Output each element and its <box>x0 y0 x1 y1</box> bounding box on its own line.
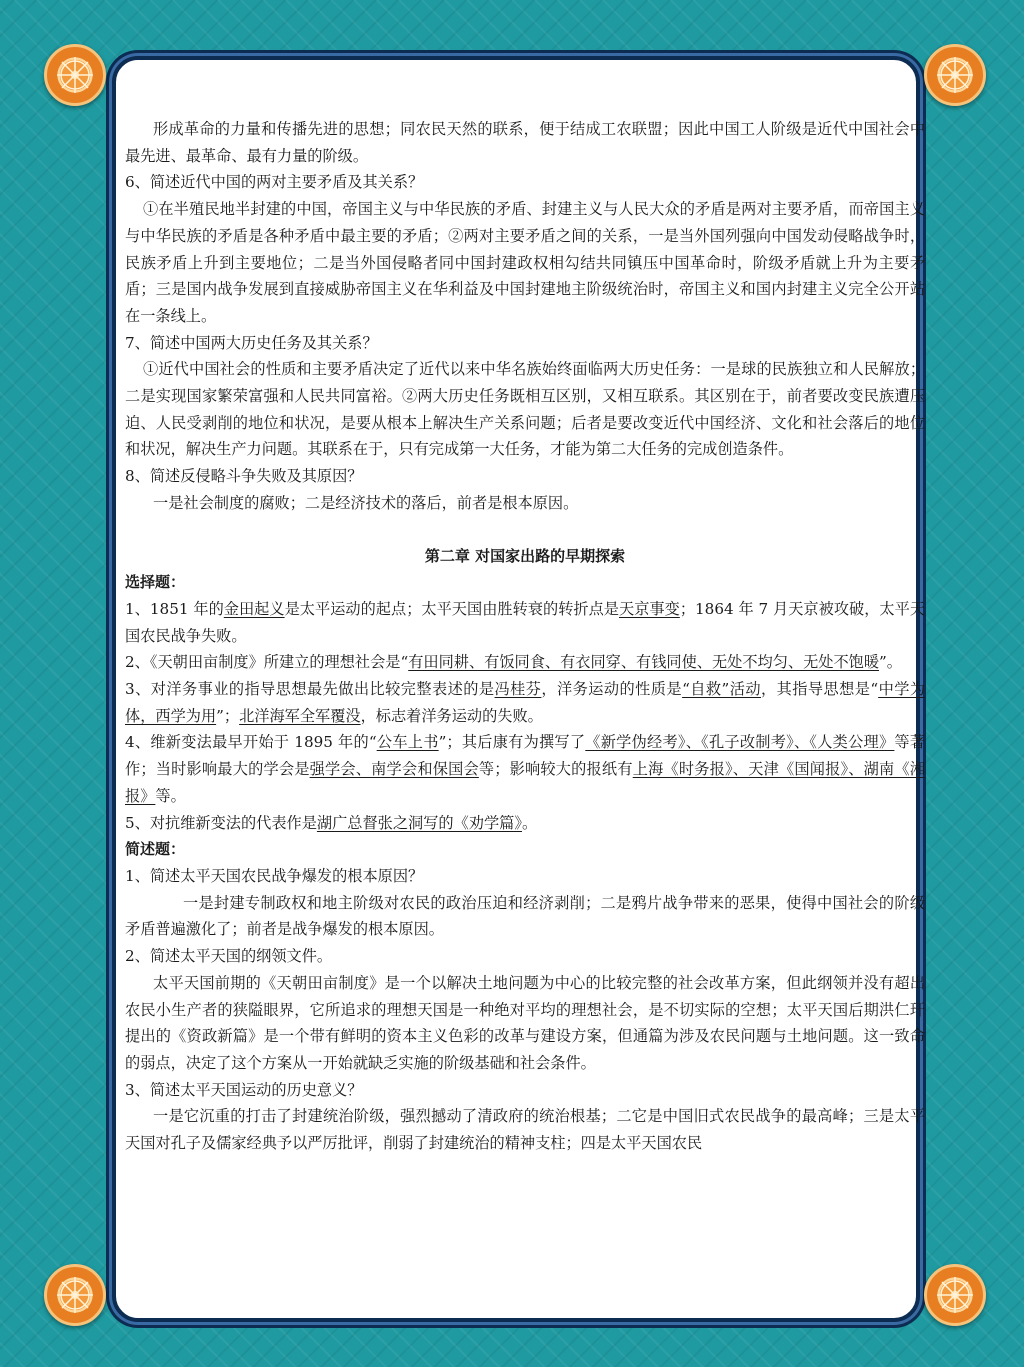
question: 2、简述太平天国的纲领文件。 <box>125 947 333 966</box>
section-heading-choice: 选择题： <box>125 573 186 592</box>
choice-item-3 <box>125 676 925 729</box>
text: ，洋务运动的性质是 <box>541 680 683 699</box>
text: 等著作；当时影响最大的学会是 <box>125 733 926 779</box>
key-answer: 天京事变 <box>619 599 680 618</box>
answer: 一是封建专制政权和地主阶级对农民的政治压迫和经济剥削；二是鸦片战争带来的恶果，使得中国社会的阶级矛盾普遍激化了；前者是战争爆发的根本原因。 <box>125 893 925 939</box>
answer: ①近代中国社会的性质和主要矛盾决定了近代以来中华名族始终面临两大历史任务：一是球的民族独立和人民解放；二是实现国家繁荣富强和人民共同富裕。②两大历史任务既相互区别，又相互联系。其区别在于，前者要改变民族遭压迫、人民受剥削的地位和状况，是要从根本上解决生产关系问题；后者是要改变近代中国经济、文化和社会落后的地位和状况，解决生产力问题。其联系在于，只有完成第一大任务，才能为第二大任务的完成创造条件。 <box>125 360 925 459</box>
text: ，标志着洋务运动的失败。 <box>360 706 543 725</box>
key-answer: 中学为体，西学为用 <box>125 680 926 725</box>
question: 6、简述近代中国的两对主要矛盾及其关系？ <box>125 173 424 192</box>
key-answer: 北洋海军全军覆没 <box>239 706 361 725</box>
choice-item-1 <box>125 596 925 649</box>
question: 1、简述太平天国农民战争爆发的根本原因？ <box>125 866 424 885</box>
text: 5、对抗维新变法的代表作是 <box>125 813 317 832</box>
paragraph: 形成革命的力量和传播先进的思想；同农民天然的联系，便于结成工农联盟；因此中国工人阶级是近代中国社会中最先进、最革命、最有力量的阶级。 <box>125 120 925 165</box>
key-answer: 金田起义 <box>223 599 285 618</box>
compass-medallion-icon <box>924 44 986 106</box>
text: 。 <box>521 813 538 832</box>
chapter-title: 第二章 对国家出路的早期探索 <box>424 546 626 565</box>
key-answer: 冯桂芬 <box>494 680 542 699</box>
key-answer: 《新学伪经考》、《孔子改制考》、《人类公理》 <box>585 733 895 752</box>
text: ；1864 年 7 月天京被攻破，太平天国农民战争失败。 <box>125 599 926 645</box>
key-answer: 湖广总督张之洞写的《劝学篇》 <box>316 813 522 832</box>
compass-medallion-icon <box>44 1264 106 1326</box>
text: 1、1851 年的 <box>125 599 224 618</box>
answer: 一是它沉重的打击了封建统治阶级，强烈撼动了清政府的统治根基；二它是中国旧式农民战争的最高峰；三是太平天国对孔子及儒家经典予以严厉批评，削弱了封建统治的精神支柱；四是太平天国农民 <box>125 1107 925 1153</box>
question: 7、简述中国两大历史任务及其关系？ <box>125 333 378 352</box>
compass-medallion-icon <box>44 44 106 106</box>
key-answer: “自救”活动 <box>682 680 761 699</box>
key-answer: 公车上书 <box>376 733 439 752</box>
text: ”。 <box>879 653 902 672</box>
text: 2、《天朝田亩制度》所建立的理想社会是“ <box>125 653 409 672</box>
answer: 一是社会制度的腐败；二是经济技术的落后，前者是根本原因。 <box>153 493 579 512</box>
text: 3、对洋务事业的指导思想最先做出比较完整表述的是 <box>125 680 495 699</box>
text: ”；其后康有为撰写了 <box>438 733 586 752</box>
section-heading-short: 简述题： <box>125 840 186 859</box>
text: ，其指导思想是“ <box>761 680 879 699</box>
question: 3、简述太平天国运动的历史意义？ <box>125 1080 363 1099</box>
text: 等；影响较大的报纸有 <box>478 760 633 779</box>
text: 等。 <box>155 786 186 805</box>
text: ”； <box>216 706 240 725</box>
answer: ①在半殖民地半封建的中国，帝国主义与中华民族的矛盾、封建主义与人民大众的矛盾是两对主要矛盾，而帝国主义与中华民族的矛盾是各种矛盾中最主要的矛盾；②两对主要矛盾之间的关系，一是当外国列强向中国发动侵略战争时，民族矛盾上升到主要地位；二是当外国侵略者同中国封建政权相勾结共同镇压中国革命时，阶级矛盾就上升为主要矛盾；三是国内战争发展到直接威胁帝国主义在华利益及中国封建地主阶级统治时，帝国主义和国内封建主义完全公开站在一条线上。 <box>125 200 925 325</box>
text: 4、维新变法最早开始于 1895 年的“ <box>125 733 377 752</box>
compass-medallion-icon <box>924 1264 986 1326</box>
question: 8、简述反侵略斗争失败及其原因？ <box>125 467 363 486</box>
key-answer: 强学会、南学会和保国会 <box>309 760 479 779</box>
choice-item-4 <box>125 729 925 809</box>
key-answer: 有田同耕、有饭同食、有衣同穿、有钱同使、无处不均匀、无处不饱暖 <box>408 653 880 672</box>
choice-item-2 <box>125 649 925 676</box>
answer: 太平天国前期的《天朝田亩制度》是一个以解决土地问题为中心的比较完整的社会改革方案，但此纲领并没有超出农民小生产者的狭隘眼界，它所追求的理想天国是一种绝对平均的理想社会，是不切实际的空想；太平天国后期洪仁玕提出的《资政新篇》是一个带有鲜明的资本主义色彩的改革与建设方案，但通篇为涉及农民问题与土地问题。这一致命的弱点，决定了这个方案从一开始就缺乏实施的阶级基础和社会条件。 <box>125 973 925 1072</box>
text: 是太平运动的起点；太平天国由胜转衰的转折点是 <box>284 599 619 618</box>
key-answer: 上海《时务报》、天津《国闻报》、湖南《湘报》 <box>125 760 926 805</box>
choice-item-5 <box>125 810 925 837</box>
document-body <box>125 116 925 1157</box>
